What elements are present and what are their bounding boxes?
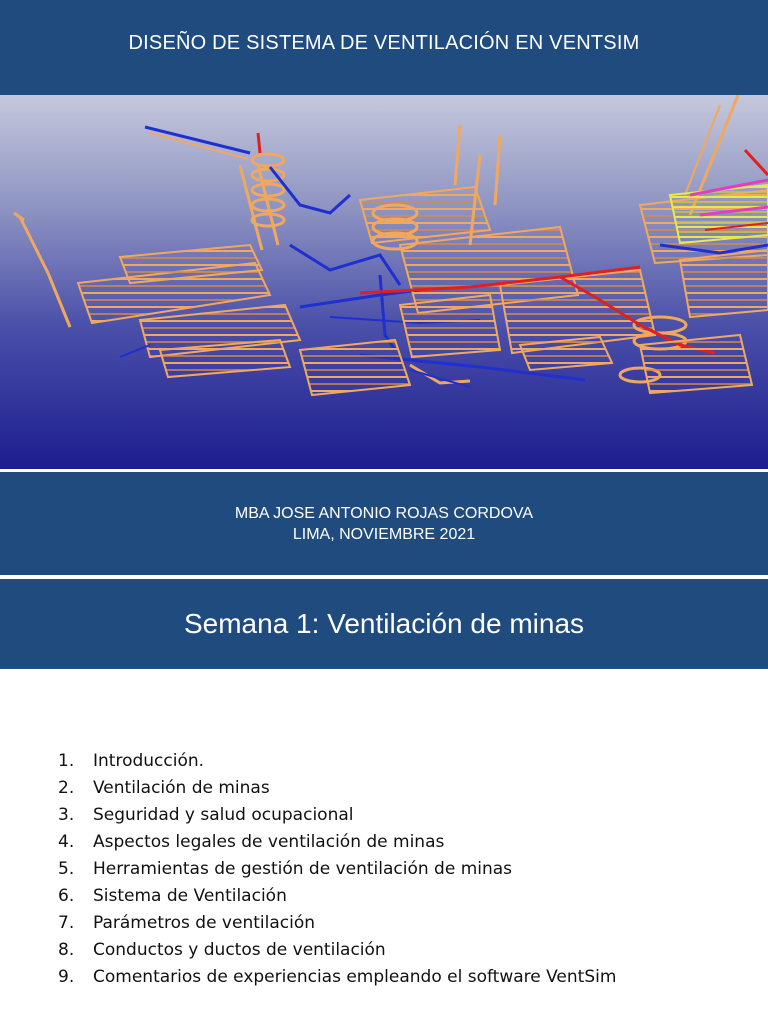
right-levels (640, 95, 768, 393)
item-text: Sistema de Ventilación (93, 886, 287, 906)
central-levels (300, 125, 686, 395)
left-levels (78, 127, 300, 377)
item-text: Comentarios de experiencias empleando el software VentSim (93, 967, 617, 987)
item-text: Ventilación de minas (93, 778, 270, 798)
item-number: 5. (58, 859, 75, 879)
list-item (58, 964, 616, 991)
mine-model-graphic (0, 95, 768, 469)
list-item (58, 856, 616, 883)
list-item (58, 802, 616, 829)
item-number: 7. (58, 913, 75, 933)
mine-ventilation-model-image (0, 95, 768, 469)
week-title: Semana 1: Ventilación de minas (183, 608, 585, 639)
item-number: 6. (58, 886, 75, 906)
item-number: 8. (58, 940, 75, 960)
topics-list (58, 748, 616, 991)
item-text: Conductos y ductos de ventilación (93, 940, 386, 960)
item-number: 2. (58, 778, 75, 798)
item-text: Introducción. (93, 751, 205, 771)
list-item (58, 910, 616, 937)
list-item (58, 775, 616, 802)
item-text: Herramientas de gestión de ventilación de minas (93, 859, 513, 879)
slide-title: DISEÑO DE SISTEMA DE VENTILACIÓN EN VENTSIM (128, 32, 640, 54)
list-item (58, 937, 616, 964)
item-text: Seguridad y salud ocupacional (93, 805, 354, 825)
place-date: LIMA, NOVIEMBRE 2021 (292, 525, 476, 543)
week-banner (0, 577, 768, 669)
item-number: 9. (58, 967, 75, 987)
item-number: 3. (58, 805, 75, 825)
item-number: 1. (58, 751, 75, 771)
lower-ramp (410, 365, 470, 387)
list-item (58, 883, 616, 910)
item-text: Aspectos legales de ventilación de minas (93, 832, 445, 852)
list-item (58, 748, 616, 775)
title-banner (0, 0, 768, 95)
author-banner (0, 472, 768, 575)
item-text: Parámetros de ventilación (93, 913, 315, 933)
author-name: MBA JOSE ANTONIO ROJAS CORDOVA (234, 504, 534, 522)
item-number: 4. (58, 832, 75, 852)
left-shaft (14, 213, 70, 327)
list-item (58, 829, 616, 856)
